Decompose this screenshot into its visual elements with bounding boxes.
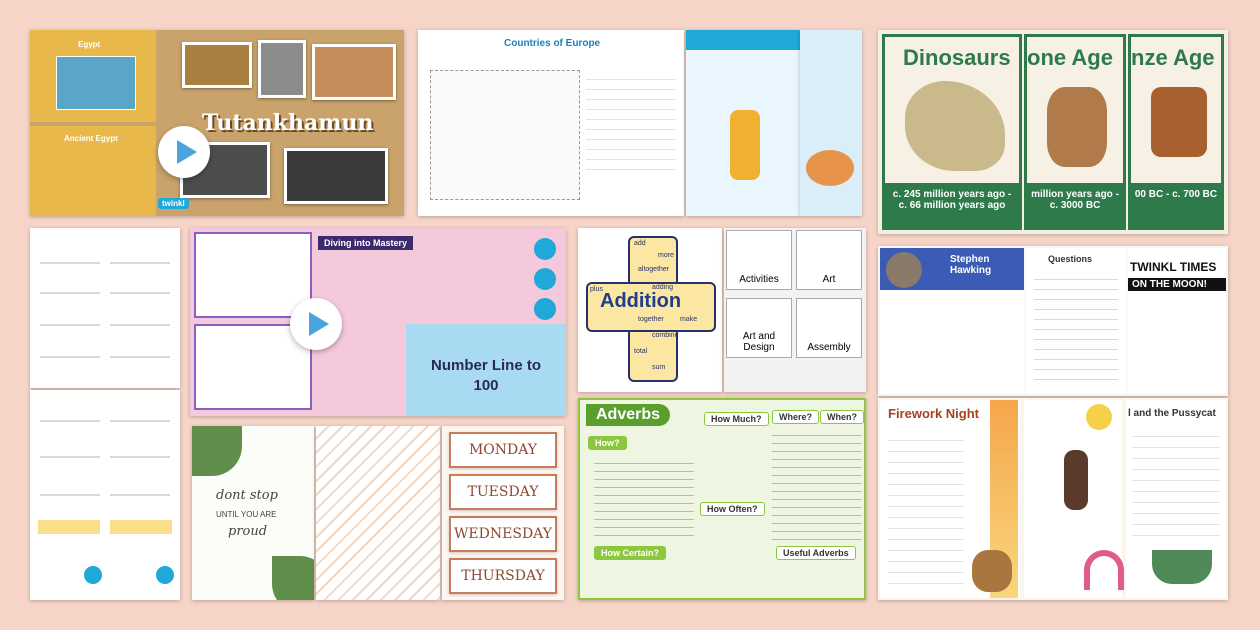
number-line: [110, 420, 170, 422]
number-line: [40, 420, 100, 422]
word-tile: [796, 230, 862, 290]
rainbow-image: [1084, 550, 1124, 590]
quote-poster[interactable]: [192, 426, 314, 600]
adverb-list: [772, 428, 862, 540]
questions-sheet: [1026, 248, 1126, 394]
ball-skills-card-2[interactable]: [800, 30, 862, 216]
stone-age-band: [1027, 183, 1123, 227]
question-lines: [1034, 270, 1118, 388]
number-line: [40, 494, 100, 496]
addition-word: make: [680, 316, 698, 323]
qr-icon: [84, 566, 102, 584]
egypt-map: [56, 56, 136, 110]
ball-skills-resource[interactable]: [686, 30, 800, 216]
europe-map: [430, 70, 580, 200]
stone-age-range: million years ago - c. 3000 BC: [1031, 189, 1119, 211]
child-figure: [730, 110, 760, 180]
number-line: [40, 292, 100, 294]
number-line: [110, 292, 170, 294]
word-tile: [726, 230, 792, 290]
firework-sheet: [880, 400, 1020, 598]
number-line: [110, 494, 170, 496]
dinosaurs-title: Dinosaurs: [903, 45, 1011, 70]
stephen-portrait: [886, 252, 922, 288]
word-tile: [726, 298, 792, 358]
owl-sheet: [1126, 400, 1226, 598]
bronze-age-poster: [1128, 34, 1224, 230]
addition-word: altogether: [638, 266, 670, 273]
number-line: [110, 324, 170, 326]
word-tile-label: Art: [822, 274, 836, 285]
egypt-slide: [30, 30, 156, 122]
quote-line-2: UNTIL YOU ARE: [216, 510, 277, 519]
leaf-decoration: [192, 426, 242, 476]
day-card-monday: MONDAY: [449, 432, 557, 468]
where-header: Where?: [772, 410, 819, 424]
addition-word: plus: [590, 286, 603, 293]
how-often-header: How Often?: [700, 502, 765, 516]
number-line: [110, 356, 170, 358]
stone-age-image: [1047, 87, 1107, 167]
quote-line-1: dont stop: [216, 488, 278, 503]
adverbs-resource[interactable]: [578, 398, 866, 600]
child-image: [1064, 450, 1088, 510]
questions-title: Questions: [1048, 254, 1093, 264]
bronze-age-band: [1131, 183, 1221, 227]
quote-line-3: proud: [228, 524, 268, 539]
stephen-hawking-resource[interactable]: [878, 246, 1228, 396]
newspaper-sheet: [1128, 248, 1226, 394]
stephen-title: Stephen Hawking: [950, 254, 992, 276]
dive-icon: [534, 238, 556, 260]
addition-word: total: [634, 348, 648, 355]
answer-box: [110, 520, 172, 534]
slide-1: [194, 232, 312, 318]
word-tile-label: Activities: [739, 274, 779, 285]
dinosaurs-poster: [882, 34, 1022, 230]
sun-icon: [1086, 404, 1112, 430]
dog-image: [972, 550, 1012, 592]
addition-word: together: [638, 316, 664, 323]
bronze-age-title: nze Age: [1131, 45, 1215, 70]
play-icon[interactable]: [290, 298, 342, 350]
europe-title: Countries of Europe: [504, 38, 601, 49]
newspaper-title: TWINKL TIMES: [1130, 260, 1217, 274]
stone-age-poster: [1024, 34, 1126, 230]
ancient-egypt-title: Ancient Egypt: [64, 134, 118, 143]
number-line: [40, 324, 100, 326]
bronze-age-image: [1151, 87, 1207, 157]
adverbs-title: Adverbs: [586, 404, 670, 426]
dinosaur-image: [905, 81, 1005, 171]
day-card-tuesday: TUESDAY: [449, 474, 557, 510]
painting-photo: [312, 44, 396, 100]
addition-word: add: [634, 240, 646, 247]
stone-age-title: one Age: [1027, 45, 1113, 70]
when-header: When?: [820, 410, 864, 424]
newspaper-headline: ON THE MOON!: [1128, 278, 1226, 291]
sarcophagus-photo: [284, 148, 388, 204]
answer-box: [38, 520, 100, 534]
ball-skills-header: [686, 30, 800, 50]
ball-image: [806, 150, 854, 186]
number-line: [110, 262, 170, 264]
word-tile: [796, 298, 862, 358]
owl-title: l and the Pussycat: [1128, 408, 1216, 419]
word-tile-label: Art and Design: [742, 331, 776, 353]
bronze-age-range: 00 BC - c. 700 BC: [1134, 189, 1218, 200]
days-of-week-cards[interactable]: [442, 426, 564, 600]
portrait-photo: [258, 40, 306, 98]
mastery-banner: Diving into Mastery: [318, 236, 413, 250]
ancient-egypt-slide: [30, 126, 156, 216]
europe-worksheet[interactable]: [418, 30, 684, 216]
poem-lines: [888, 430, 964, 590]
addition-title: Addition: [600, 290, 682, 312]
addition-word: combine: [652, 332, 679, 339]
europe-country-list: [586, 70, 676, 170]
how-certain-header: How Certain?: [594, 546, 666, 560]
poem-lines: [1132, 426, 1220, 536]
number-line-worksheet-1[interactable]: [30, 228, 180, 388]
firework-title: Firework Night: [888, 406, 980, 421]
dive-icon: [534, 268, 556, 290]
boat-image: [1152, 550, 1212, 584]
how-header: How?: [588, 436, 627, 450]
stephen-sheet: [880, 248, 1024, 394]
mask-photo: [182, 42, 252, 88]
adverb-list: [594, 456, 694, 540]
dinosaurs-range: c. 245 million years ago - c. 66 million years ago: [892, 189, 1012, 211]
number-line-title: Number Line to 100: [430, 357, 541, 394]
day-card-thursday: THURSDAY: [449, 558, 557, 594]
number-line-presentation[interactable]: [190, 228, 566, 416]
useful-adverbs-header: Useful Adverbs: [776, 546, 856, 560]
history-posters[interactable]: [878, 30, 1228, 234]
dinosaurs-range-band: [885, 183, 1019, 227]
tutankhamun-title: Tutankhamun: [202, 110, 374, 136]
addition-word: sum: [652, 364, 666, 371]
addition-word: more: [658, 252, 674, 259]
tutankhamun-resource[interactable]: [30, 30, 404, 216]
pattern-sheet[interactable]: [316, 426, 440, 600]
word-tile-label: Assembly: [807, 342, 851, 353]
number-line: [40, 262, 100, 264]
addition-word: adding: [652, 284, 674, 291]
number-line-worksheet-2[interactable]: [30, 390, 180, 600]
number-line: [40, 456, 100, 458]
addition-resource[interactable]: [578, 228, 722, 392]
twinkl-logo: twinkl: [158, 198, 189, 209]
how-much-header: How Much?: [704, 412, 769, 426]
play-icon[interactable]: [158, 126, 210, 178]
day-card-wednesday: WEDNESDAY: [449, 516, 557, 552]
dive-icon: [534, 298, 556, 320]
word-tiles-resource[interactable]: [724, 228, 866, 392]
sunshine-sheet: [1024, 400, 1122, 598]
leaf-decoration: [272, 556, 314, 600]
qr-icon: [156, 566, 174, 584]
number-line: [110, 456, 170, 458]
poems-resource[interactable]: [878, 398, 1228, 600]
egypt-slide-title: Egypt: [78, 40, 101, 49]
number-line: [40, 356, 100, 358]
